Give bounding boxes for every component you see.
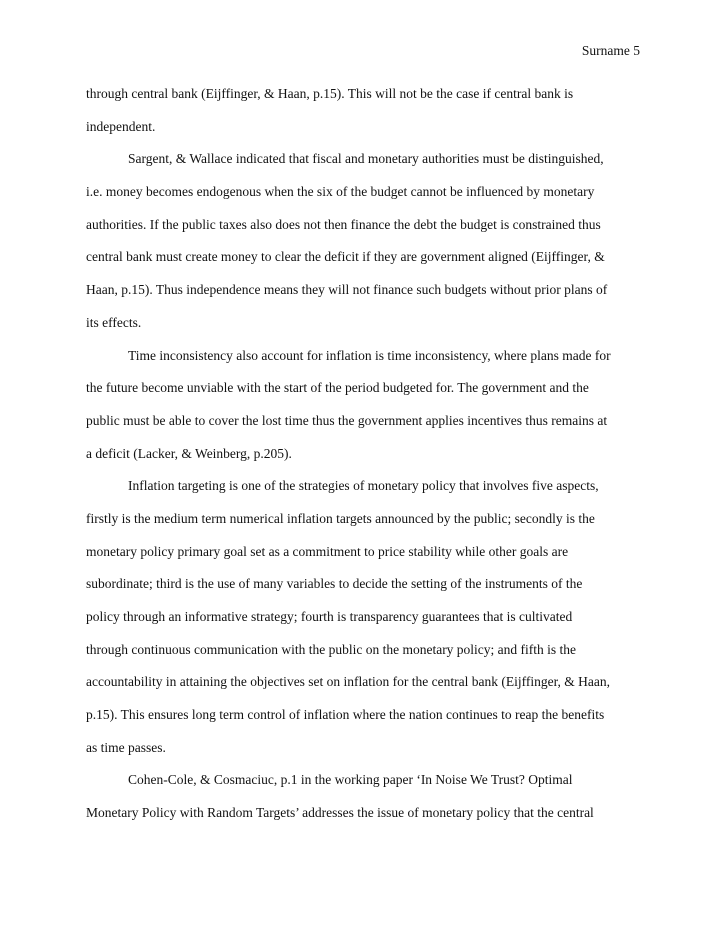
text-line: its effects. [86,314,142,330]
body-text [86,78,646,830]
text-line: central bank must create money to clear the deficit if they are government aligned (Eijffinger, & [86,249,605,265]
text-line: as time passes. [86,739,166,755]
text-line: accountability in attaining the objectives set on inflation for the central bank (Eijffinger, & Haan, [86,674,611,690]
text-line: independent. [86,118,156,134]
text-line: authorities. If the public taxes also does not then finance the debt the budget is constrained thus [86,216,601,232]
paragraph-first-line: Sargent, & Wallace indicated that fiscal and monetary authorities must be distinguished, [128,151,604,167]
text-line: firstly is the medium term numerical inflation targets announced by the public; secondly is the [86,510,595,526]
text-line: Monetary Policy with Random Targets’ addresses the issue of monetary policy that the central [86,805,594,821]
text-line: public must be able to cover the lost time thus the government applies incentives thus remains at [86,412,608,428]
text-line: the future become unviable with the start of the period budgeted for. The government and the [86,380,589,396]
text-line: monetary policy primary goal set as a commitment to price stability while other goals are [86,543,569,559]
text-line: Haan, p.15). Thus independence means they will not finance such budgets without prior plans of [86,282,608,298]
text-line: through central bank (Eijffinger, & Haan, p.15). This will not be the case if central bank is [86,86,574,101]
text-line: subordinate; third is the use of many variables to decide the setting of the instruments of the [86,576,583,592]
paragraph-first-line: Cohen-Cole, & Cosmaciuc, p.1 in the working paper ‘In Noise We Trust? Optimal [128,772,573,788]
text-line: policy through an informative strategy; fourth is transparency guarantees that is cultivated [86,609,573,624]
text-line: a deficit (Lacker, & Weinberg, p.205). [86,445,292,461]
running-head: Surname 5 [581,43,640,58]
paragraph-first-line: Inflation targeting is one of the strategies of monetary policy that involves five aspects, [128,478,599,494]
text-line: i.e. money becomes endogenous when the six of the budget cannot be influenced by monetary [86,184,595,200]
paragraph-first-line: Time inconsistency also account for inflation is time inconsistency, where plans made for [128,347,611,363]
text-line: through continuous communication with the public on the monetary policy; and fifth is the [86,641,577,657]
text-line: p.15). This ensures long term control of inflation where the nation continues to reap the benefits [86,707,605,723]
